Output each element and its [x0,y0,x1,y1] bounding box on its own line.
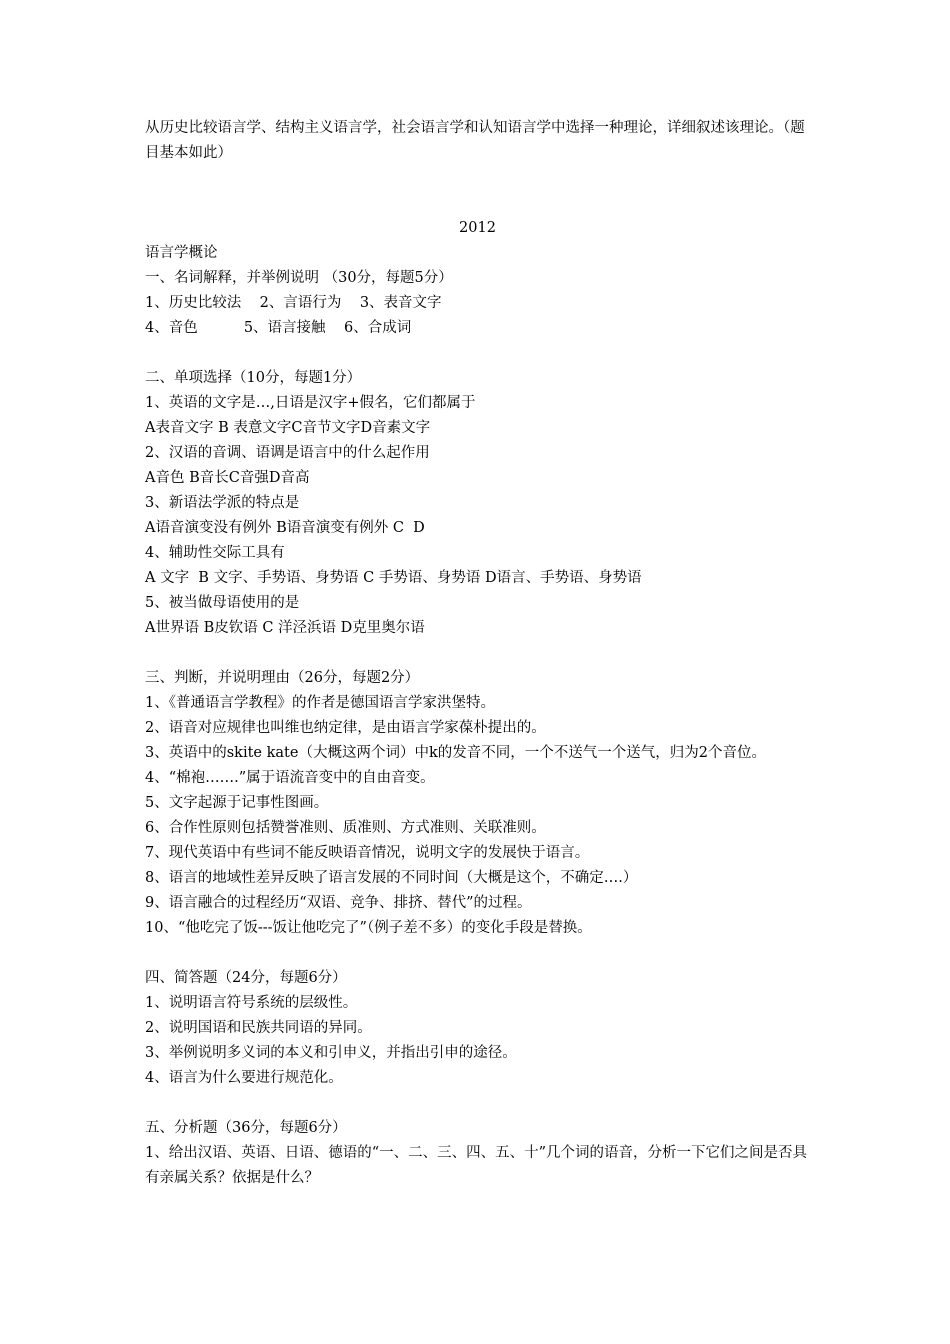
section-title: 二、单项选择（10分，每题1分） [145,370,362,386]
section-5 [145,1116,810,1191]
question-line: 3、举例说明多义词的本义和引申义，并指出引申的途径。 [145,1045,517,1061]
question-line: A 文字 B 文字、手势语、身势语 C 手势语、身势语 D语言、手势语、身势语 [145,570,642,586]
question-line: 2、汉语的音调、语调是语言中的什么起作用 [145,445,430,461]
question-line: 1、《普通语言学教程》的作者是德国语言学家洪堡特。 [145,695,495,711]
exam-year: 2012 [459,220,496,236]
question-line: 2、说明国语和民族共同语的异同。 [145,1020,372,1036]
section-3 [145,666,810,941]
document-page [145,116,810,1191]
question-line: 4、音色 5、语言接触 6、合成词 [145,320,412,336]
question-line: 3、英语中的skite kate（大概这两个词）中k的发音不同，一个不送气一个送气，归为2个音位。 [145,745,766,761]
question-line: 9、语言融合的过程经历“双语、竞争、排挤、替代”的过程。 [145,895,532,911]
question-line: 2、语音对应规律也叫维也纳定律，是由语言学家葆朴提出的。 [145,720,546,736]
question-line: 5、被当做母语使用的是 [145,595,300,611]
section-2 [145,366,810,641]
intro-paragraph: 从历史比较语言学、结构主义语言学，社会语言学和认知语言学中选择一种理论，详细叙述该理论。（题目基本如此） [145,120,805,161]
question-line: 7、现代英语中有些词不能反映语音情况，说明文字的发展快于语言。 [145,845,590,861]
question-line: 3、新语法学派的特点是 [145,495,300,511]
question-line: 6、合作性原则包括赞誉准则、质准则、方式准则、关联准则。 [145,820,546,836]
question-line: 1、历史比较法 2、言语行为 3、表音文字 [145,295,442,311]
question-line: A表音文字 B 表意文字C音节文字D音素文字 [145,420,431,436]
section-title: 一、名词解释，并举例说明 （30分，每题5分） [145,270,453,286]
question-line: 4、语言为什么要进行规范化。 [145,1070,343,1086]
section-title: 四、简答题（24分，每题6分） [145,970,347,986]
section-title: 三、判断，并说明理由（26分，每题2分） [145,670,420,686]
course-title: 语言学概论 [145,245,218,261]
question-line: 5、文字起源于记事性图画。 [145,795,329,811]
section-1 [145,266,810,341]
question-line: 10、“他吃完了饭---饭让他吃完了”（例子差不多）的变化手段是替换。 [145,920,592,936]
question-line: 1、说明语言符号系统的层级性。 [145,995,358,1011]
question-line: A语音演变没有例外 B语音演变有例外 C D [145,520,425,536]
question-line: 4、“棉袍…….”属于语流音变中的自由音变。 [145,770,435,786]
question-line: 1、给出汉语、英语、日语、德语的“一、二、三、四、五、十”几个词的语音，分析一下它们之间是否具有亲属关系？依据是什么？ [145,1145,808,1186]
question-line: 1、英语的文字是…,日语是汉字+假名，它们都属于 [145,395,476,411]
question-line: 4、辅助性交际工具有 [145,545,285,561]
question-line: 8、语言的地域性差异反映了语言发展的不同时间（大概是这个，不确定….） [145,870,638,886]
section-4 [145,966,810,1091]
question-line: A音色 B音长C音强D音高 [145,470,310,486]
section-title: 五、分析题（36分，每题6分） [145,1120,347,1136]
question-line: A世界语 B皮钦语 C 洋泾浜语 D克里奥尔语 [145,620,425,636]
